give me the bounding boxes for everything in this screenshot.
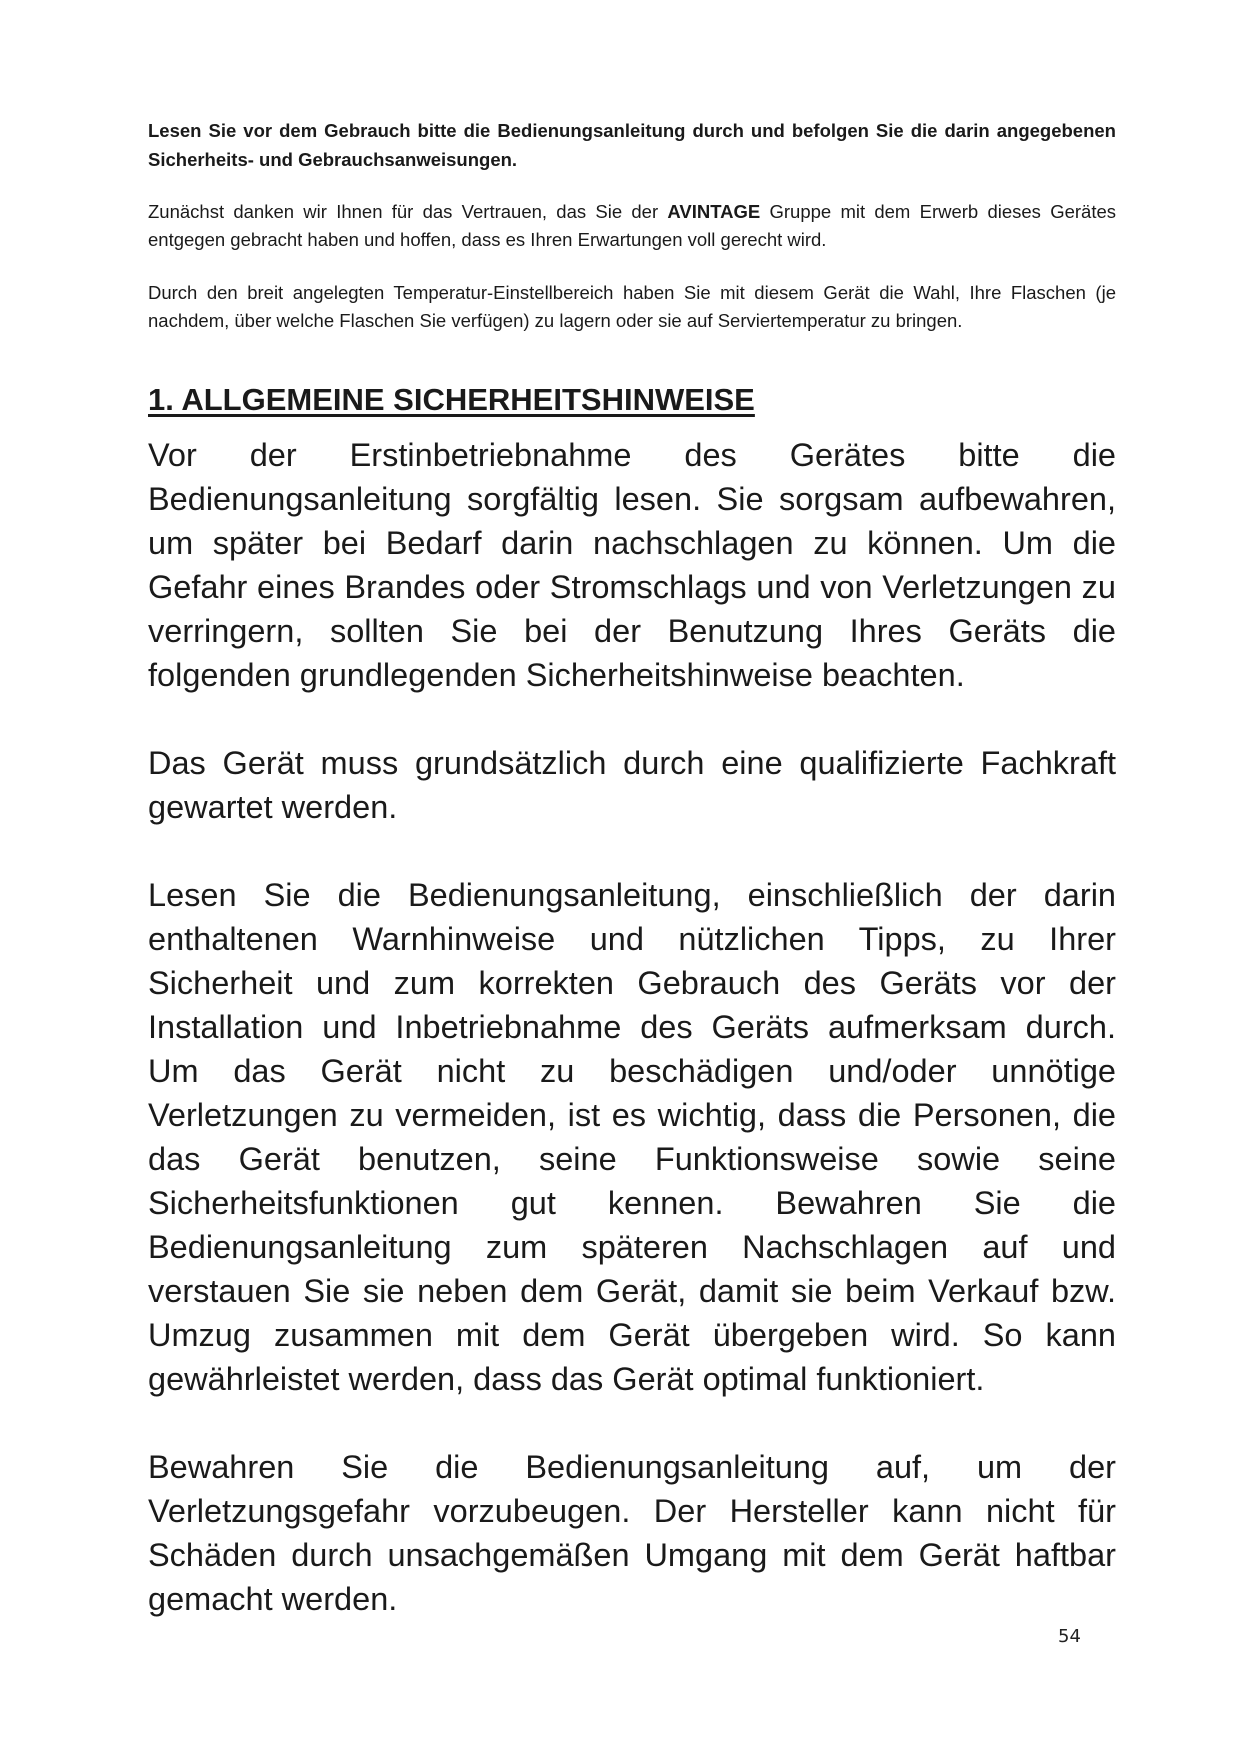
intro-thanks-paragraph — [148, 198, 1116, 253]
page-number: 54 — [1058, 1626, 1081, 1647]
safety-paragraph-read-manual: Lesen Sie die Bedienungsanleitung, einschließlich der darin enthaltenen Warnhinweise und nützlichen Tipps, zu Ihrer Sicherheit und zum korrekten Gebrauch des Geräts vor der Installation und Inbetriebnahme des Geräts aufmerksam durch. Um das Gerät nicht zu beschädigen und/oder unnötige Verletzungen zu vermeiden, ist es wichtig, dass die Personen, die das Gerät benutzen, seine Funktionsweise sowie seine Sicherheitsfunktionen gut kennen. Bewahren Sie die Bedienungsanleitung zum späteren Nachschlagen auf und verstauen Sie sie neben dem Gerät, damit sie beim Verkauf bzw. Umzug zusammen mit dem Gerät übergeben wird. So kann gewährleistet werden, dass das Gerät optimal funktioniert. — [148, 877, 1116, 1397]
safety-paragraph-keep-manual: Bewahren Sie die Bedienungsanleitung auf, um der Verletzungsgefahr vorzubeugen. Der Hersteller kann nicht für Schäden durch unsachgemäßen Umgang mit dem Gerät haftbar gemacht werden. — [148, 1449, 1116, 1617]
intro-safety-notice: Lesen Sie vor dem Gebrauch bitte die Bedienungsanleitung durch und befolgen Sie die darin angegebenen Sicherheits- und Gebrauchsanweisungen. — [148, 120, 1116, 170]
intro-thanks-before: Zunächst danken wir Ihnen für das Vertrauen, das Sie der — [148, 201, 668, 222]
intro-thanks-after: Gruppe mit dem Erwerb dieses Gerätes entgegen gebracht haben und hoffen, dass es Ihren Erwartungen voll gerecht wird. — [148, 201, 1116, 250]
document-page — [148, 112, 1116, 1621]
safety-paragraph-maintenance: Das Gerät muss grundsätzlich durch eine qualifizierte Fachkraft gewartet werden. — [148, 745, 1116, 825]
safety-paragraph-first-use: Vor der Erstinbetriebnahme des Gerätes bitte die Bedienungsanleitung sorgfältig lesen. Sie sorgsam aufbewahren, um später bei Bedarf darin nachschlagen zu können. Um die Gefahr eines Brandes oder Stromschlags und von Verletzungen zu verringern, sollten Sie bei der Benutzung Ihres Geräts die folgenden grundlegenden Sicherheitshinweise beachten. — [148, 437, 1116, 693]
intro-temperature-paragraph: Durch den breit angelegten Temperatur-Einstellbereich haben Sie mit diesem Gerät die Wahl, Ihre Flaschen (je nachdem, über welche Flaschen Sie verfügen) zu lagern oder sie auf Serviertemperatur zu bringen. — [148, 282, 1116, 331]
section-heading: 1. ALLGEMEINE SICHERHEITSHINWEISE — [148, 382, 755, 417]
brand-name: AVINTAGE — [667, 201, 761, 222]
